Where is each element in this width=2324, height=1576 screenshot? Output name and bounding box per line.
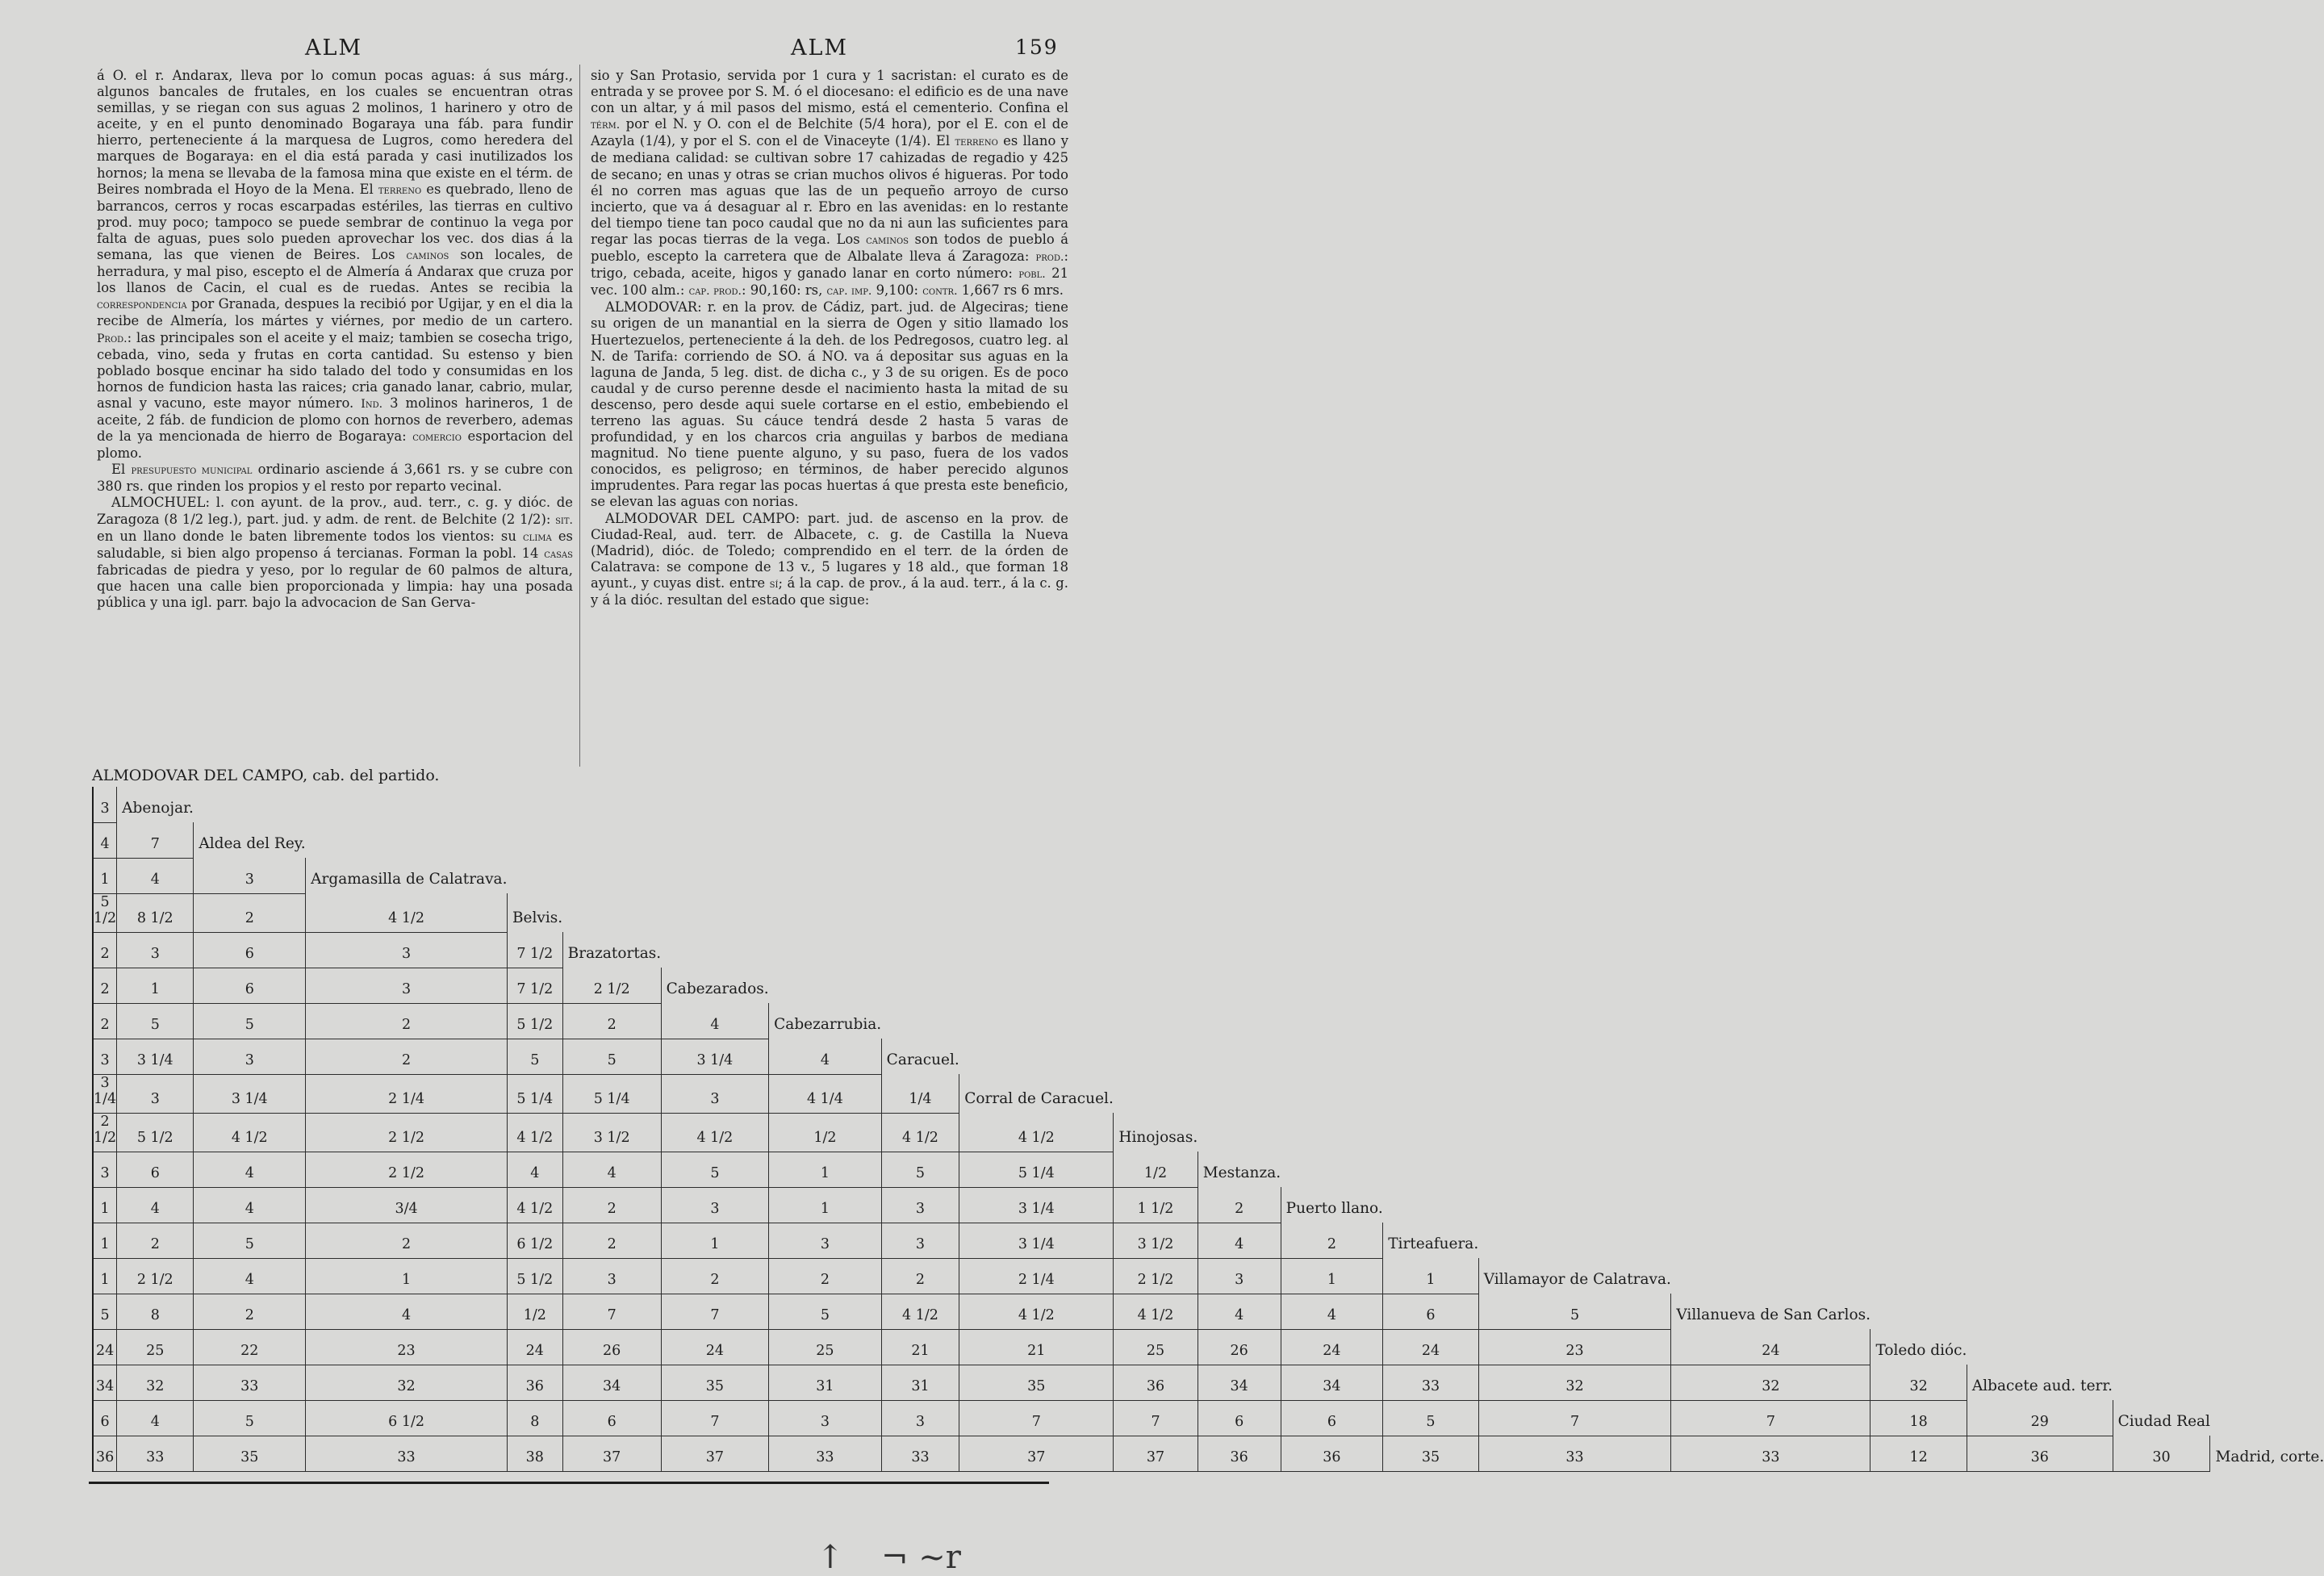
- place-name: Toledo dióc.: [1870, 1329, 1967, 1365]
- distance-cell: 5 1/2: [93, 893, 117, 932]
- distance-cell: 24: [1671, 1329, 1870, 1365]
- distance-cell: 37: [562, 1436, 661, 1471]
- distance-cell: 5: [1383, 1400, 1478, 1436]
- distance-cell: 2: [194, 893, 306, 932]
- distance-cell: 7: [1478, 1400, 1671, 1436]
- distance-cell: 37: [1114, 1436, 1198, 1471]
- distance-cell: 33: [194, 1365, 306, 1400]
- distance-cell: 32: [1478, 1365, 1671, 1400]
- margin-scrawl-left: ↑: [817, 1539, 844, 1576]
- distance-cell: 35: [194, 1436, 306, 1471]
- distance-cell: 37: [959, 1436, 1114, 1471]
- distance-cell: 31: [881, 1365, 959, 1400]
- distance-cell: 38: [507, 1436, 562, 1471]
- table-row: [93, 858, 2324, 893]
- right-text-column: [591, 68, 1068, 763]
- distance-cell: 6: [1281, 1400, 1383, 1436]
- distance-cell: 36: [1114, 1365, 1198, 1400]
- distance-cell: 32: [1870, 1365, 1967, 1400]
- entry-almodovar-del-campo: ALMODOVAR DEL CAMPO: part. jud. de ascenso en la prov. de Ciudad-Real, aud. terr. de Albacete, c. g. de Castilla la Nueva (Madrid), dióc. de Toledo; comprendido en el terr. de la órden de Calatrava: se compone de 13 v., 5 lugares y 18 ald., que forman 18 ayunt., y cuyas dist. entre sí; á la cap. de prov., á la aud. terr., á la c. g. y á la dióc. resultan del estado que sigue:: [591, 510, 1068, 608]
- distance-cell: 4 1/2: [959, 1113, 1114, 1152]
- distance-cell: 35: [959, 1365, 1114, 1400]
- entry-almodovar-river: ALMODOVAR: r. en la prov. de Cádiz, part. jud. de Algeciras; tiene su origen de un manantial en la sierra de Ogen y sitio llamado los Huertezuelos, perteneciente á la deh. de los Pedregosos, cuatro leg. al N. de Tarifa: corriendo de SO. á NO. va á depositar sus aguas en la laguna de Janda, 5 leg. dist. de dicha c., y 3 de su origen. Es de poco caudal y de curso perenne desde el nacimiento hasta la mitad de su descenso, pero desde aqui suele cortarse en el estio, embebiendo el terreno las aguas. Su cáuce tendrá desde 2 hasta 5 varas de profundidad, y en los charcos cria anguilas y barbos de mediana magnitud. No tiene puente alguno, y su paso, fuera de los vados conocidos, es peligroso; en términos, de haber perecido algunos imprudentes. Para regar las pocas huertas á que presta este beneficio, se elevan las aguas con norias.: [591, 299, 1068, 510]
- distance-cell: 3: [881, 1187, 959, 1223]
- distance-cell: 22: [194, 1329, 306, 1365]
- distance-cell: 8 1/2: [117, 893, 194, 932]
- distance-cell: 2 1/2: [562, 968, 661, 1003]
- table-row: [93, 1329, 2324, 1365]
- distance-cell: 3 1/4: [959, 1223, 1114, 1258]
- distance-cell: 2 1/4: [959, 1258, 1114, 1294]
- distance-cell: 5: [562, 1039, 661, 1074]
- distance-cell: 7: [117, 822, 194, 858]
- place-name: Puerto llano.: [1281, 1187, 1383, 1223]
- distance-cell: 4 1/2: [1114, 1294, 1198, 1329]
- distance-cell: 33: [117, 1436, 194, 1471]
- distance-cell: 5: [194, 1003, 306, 1039]
- distance-cell: 2: [306, 1003, 508, 1039]
- distance-cell: 1/2: [1114, 1152, 1198, 1187]
- distance-cell: 4: [194, 1187, 306, 1223]
- distance-cell: 34: [1281, 1365, 1383, 1400]
- distance-cell: 3 1/2: [562, 1113, 661, 1152]
- distance-cell: 2: [306, 1223, 508, 1258]
- place-name: Cabezarados.: [661, 968, 768, 1003]
- margin-scrawl-right: ¬ ~r: [881, 1539, 961, 1576]
- distance-cell: 3: [306, 932, 508, 968]
- distance-cell: 7: [959, 1400, 1114, 1436]
- distance-cell: 3: [93, 1152, 117, 1187]
- table-row: [93, 787, 2324, 822]
- distance-cell: 3: [194, 1039, 306, 1074]
- distance-cell: 7: [562, 1294, 661, 1329]
- distance-cell: 5: [661, 1152, 768, 1187]
- distance-cell: 33: [1383, 1365, 1478, 1400]
- distance-cell: 1: [117, 968, 194, 1003]
- distance-cell: 1: [1281, 1258, 1383, 1294]
- table-row: [93, 1436, 2324, 1471]
- distance-cell: 2 1/2: [117, 1258, 194, 1294]
- distance-cell: 2: [93, 968, 117, 1003]
- distance-cell: 4 1/2: [959, 1294, 1114, 1329]
- table-row: [93, 1152, 2324, 1187]
- distance-cell: 26: [562, 1329, 661, 1365]
- table-row: [93, 1074, 2324, 1113]
- distance-cell: 3 1/4: [959, 1187, 1114, 1223]
- distance-cell: 4: [1198, 1223, 1281, 1258]
- distance-cell: 36: [1281, 1436, 1383, 1471]
- distance-table: [92, 787, 2324, 1472]
- distance-cell: 32: [306, 1365, 508, 1400]
- distance-cell: 3 1/4: [117, 1039, 194, 1074]
- distance-cell: 2: [1198, 1187, 1281, 1223]
- distance-cell: 3: [769, 1400, 882, 1436]
- distance-cell: 2 1/4: [306, 1074, 508, 1113]
- distance-cell: 2: [1281, 1223, 1383, 1258]
- place-name: Argamasilla de Calatrava.: [306, 858, 508, 893]
- table-bottom-rule: [89, 1482, 1049, 1484]
- distance-cell: 4 1/2: [661, 1113, 768, 1152]
- table-row: [93, 1113, 2324, 1152]
- table-row: [93, 1187, 2324, 1223]
- distance-cell: 1: [93, 1187, 117, 1223]
- distance-cell: 32: [117, 1365, 194, 1400]
- distance-cell: 21: [881, 1329, 959, 1365]
- distance-cell: 4 1/2: [306, 893, 508, 932]
- distance-cell: 24: [507, 1329, 562, 1365]
- distance-cell: 4 1/2: [881, 1294, 959, 1329]
- distance-cell: 35: [661, 1365, 768, 1400]
- distance-cell: 6 1/2: [507, 1223, 562, 1258]
- distance-cell: 6: [93, 1400, 117, 1436]
- distance-cell: 3: [562, 1258, 661, 1294]
- distance-cell: 5: [117, 1003, 194, 1039]
- distance-cell: 6: [1198, 1400, 1281, 1436]
- distance-cell: 4: [507, 1152, 562, 1187]
- table-row: [93, 822, 2324, 858]
- distance-cell: 7: [661, 1400, 768, 1436]
- distance-cell: 4: [194, 1152, 306, 1187]
- distance-cell: 6: [194, 932, 306, 968]
- distance-cell: 3 1/2: [1114, 1223, 1198, 1258]
- distance-cell: 2 1/2: [306, 1152, 508, 1187]
- entry-continuation-andarax: á O. el r. Andarax, lleva por lo comun pocas aguas: á sus márg., algunos bancales de frutales, en los cuales se encuentran otras semillas, y se riegan con sus aguas 2 molinos, 1 harinero y otro de aceite, y en el punto denominado Bogaraya una fáb. para fundir hierro, perteneciente á la marquesa de Lugros, como heredera del marques de Bogaraya: en el dia está parada y casi inutilizados los hornos; la mena se llevaba de la famosa mina que existe en el térm. de Beires nombrada el Hoyo de la Mena. El terreno es quebrado, lleno de barrancos, cerros y rocas escarpadas estériles, las tierras en cultivo prod. muy poco; tampoco se puede sembrar de continuo la vega por falta de aguas, pues solo pueden aprovechar los vec. dos dias á la semana, las que vienen de Beires. Los caminos son locales, de herradura, y mal piso, escepto el de Almería á Andarax que cruza por los llanos de Cacin, el cual es de ruedas. Antes se recibia la correspondencia por Granada, despues la recibió por Ugijar, y en el dia la recibe de Almería, los mártes y viérnes, por medio de un cartero. Prod.: las principales son el aceite y el maiz; tambien se cosecha trigo, cebada, vino, seda y frutas en corta cantidad. Su estenso y bien poblado bosque encinar ha sido talado del todo y consumidas en los hornos de fundicion hasta las raices; cria ganado lanar, cabrio, mular, asnal y vacuno, este mayor número. Ind. 3 molinos harineros, 1 de aceite, 2 fáb. de fundicion de plomo con hornos de reverbero, ademas de la ya mencionada de hierro de Bogaraya: comercio esportacion del plomo.: [97, 68, 574, 462]
- distance-cell: 37: [661, 1436, 768, 1471]
- distance-cell: 3: [881, 1400, 959, 1436]
- distance-cell: 1: [1383, 1258, 1478, 1294]
- place-name: Abenojar.: [117, 787, 194, 822]
- entry-continuation-almochuel: sio y San Protasio, servida por 1 cura y 1 sacristan: el curato es de entrada y se provee por S. M. ó el diocesano: el edificio es de una nave con un altar, y á mil pasos del mismo, está el cementerio. Confina el térm. por el N. y O. con el de Belchite (5/4 hora), por el E. con el de Azayla (1/4), y por el S. con el de Vinaceyte (1/4). El terreno es llano y de mediana calidad: se cultivan sobre 17 cahizadas de regadio y 425 de secano; en unas y otras se crian muchos olivos é higueras. Por todo él no corren mas aguas que las de un pequeño arroyo de curso incierto, que va á desaguar al r. Ebro en las avenidas: en lo restante del tiempo tiene tan poco caudal que no da ni aun las suficientes para regar las pocas tierras de la vega. Los caminos son todos de pueblo á pueblo, escepto la carretera que de Albalate lleva á Zaragoza: prod.: trigo, cebada, aceite, higos y ganado lanar en corto número: pobl. 21 vec. 100 alm.: cap. prod.: 90,160: rs, cap. imp. 9,100: contr. 1,667 rs 6 mrs.: [591, 68, 1068, 299]
- distance-cell: 29: [1967, 1400, 2113, 1436]
- distance-cell: 5 1/2: [507, 1258, 562, 1294]
- distance-cell: 8: [507, 1400, 562, 1436]
- table-row: [93, 1294, 2324, 1329]
- distance-cell: 1: [93, 1223, 117, 1258]
- table-row: [93, 1003, 2324, 1039]
- distance-cell: 3 1/4: [93, 1074, 117, 1113]
- distance-cell: 4 1/2: [881, 1113, 959, 1152]
- distance-cell: 2 1/2: [1114, 1258, 1198, 1294]
- distance-cell: 25: [117, 1329, 194, 1365]
- table-row: [93, 1258, 2324, 1294]
- distance-cell: 3: [661, 1074, 768, 1113]
- place-name: Aldea del Rey.: [194, 822, 306, 858]
- distance-cell: 4: [769, 1039, 882, 1074]
- entry-almochuel: ALMOCHUEL: l. con ayunt. de la prov., aud. terr., c. g. y dióc. de Zaragoza (8 1/2 leg.), part. jud. y adm. de rent. de Belchite (2 1/2): sit. en un llano donde le baten libremente todos los vientos: su clima es saludable, si bien algo propenso á tercianas. Forman la pobl. 14 casas fabricadas de piedra y yeso, por lo regular de 60 palmos de altura, que hacen una calle bien proporcionada y limpia: hay una posada pública y una igl. parr. bajo la advocacion de San Gerva-: [97, 495, 573, 610]
- distance-cell: 34: [1198, 1365, 1281, 1400]
- running-head-left: ALM: [305, 36, 363, 61]
- distance-cell: 1: [769, 1152, 882, 1187]
- table-row: [93, 1039, 2324, 1074]
- distance-cell: 24: [661, 1329, 768, 1365]
- distance-cell: 5 1/4: [507, 1074, 562, 1113]
- distance-cell: 6 1/2: [306, 1400, 508, 1436]
- distance-cell: 3: [769, 1223, 882, 1258]
- distance-cell: 24: [1281, 1329, 1383, 1365]
- distance-cell: 5: [93, 1294, 117, 1329]
- distance-cell: 6: [194, 968, 306, 1003]
- distance-cell: 25: [1114, 1329, 1198, 1365]
- page-number: 159: [1015, 36, 1059, 59]
- table-row: [93, 1400, 2324, 1436]
- distance-cell: 31: [769, 1365, 882, 1400]
- table-row: [93, 1365, 2324, 1400]
- distance-cell: 2: [306, 1039, 508, 1074]
- distance-cell: 2 1/2: [93, 1113, 117, 1152]
- distance-cell: 4: [306, 1294, 508, 1329]
- distance-cell: 2: [562, 1187, 661, 1223]
- distance-cell: 3: [1198, 1258, 1281, 1294]
- distance-cell: 23: [1478, 1329, 1671, 1365]
- distance-cell: 36: [507, 1365, 562, 1400]
- place-name: Ciudad Real: [2113, 1400, 2210, 1436]
- distance-cell: 24: [1383, 1329, 1478, 1365]
- distance-cell: 36: [1967, 1436, 2113, 1471]
- place-name: Brazatortas.: [562, 932, 661, 968]
- distance-cell: 7: [1114, 1400, 1198, 1436]
- distance-cell: 4: [194, 1258, 306, 1294]
- table-row: [93, 932, 2324, 968]
- distance-cell: 36: [1198, 1436, 1281, 1471]
- distance-cell: 5 1/2: [117, 1113, 194, 1152]
- place-name: Hinojosas.: [1114, 1113, 1198, 1152]
- distance-cell: 5: [194, 1400, 306, 1436]
- place-name: Corral de Caracuel.: [959, 1074, 1114, 1113]
- distance-cell: 4 1/2: [507, 1113, 562, 1152]
- paragraph-presupuesto: El presupuesto municipal ordinario asciende á 3,661 rs. y se cubre con 380 rs. que rinden los propios y el resto por reparto vecinal.: [97, 462, 573, 495]
- distance-cell: 7: [1671, 1400, 1870, 1436]
- distance-cell: 2 1/2: [306, 1113, 508, 1152]
- distance-cell: 32: [1671, 1365, 1870, 1400]
- distance-cell: 4 1/2: [507, 1187, 562, 1223]
- distance-cell: 12: [1870, 1436, 1967, 1471]
- distance-cell: 4: [117, 858, 194, 893]
- distance-cell: 3: [117, 1074, 194, 1113]
- place-name: Villanueva de San Carlos.: [1671, 1294, 1870, 1329]
- distance-cell: 34: [93, 1365, 117, 1400]
- distance-cell: 1/2: [769, 1113, 882, 1152]
- distance-cell: 3: [93, 1039, 117, 1074]
- distance-cell: 5: [769, 1294, 882, 1329]
- distance-cell: 3/4: [306, 1187, 508, 1223]
- distance-cell: 4 1/2: [194, 1113, 306, 1152]
- distance-cell: 25: [769, 1329, 882, 1365]
- running-head-right: ALM: [791, 36, 849, 61]
- distance-cell: 2: [93, 1003, 117, 1039]
- distance-table-title: ALMODOVAR DEL CAMPO, cab. del partido.: [92, 767, 440, 784]
- distance-cell: 6: [1383, 1294, 1478, 1329]
- distance-cell: 1: [769, 1187, 882, 1223]
- distance-cell: 24: [93, 1329, 117, 1365]
- distance-cell: 33: [1478, 1436, 1671, 1471]
- place-name: Cabezarrubia.: [769, 1003, 882, 1039]
- distance-cell: 4: [1198, 1294, 1281, 1329]
- distance-cell: 2: [93, 932, 117, 968]
- distance-cell: 23: [306, 1329, 508, 1365]
- table-row: [93, 1223, 2324, 1258]
- place-name: Albacete aud. terr.: [1967, 1365, 2113, 1400]
- distance-cell: 3: [194, 858, 306, 893]
- distance-cell: 7 1/2: [507, 968, 562, 1003]
- distance-cell: 4: [562, 1152, 661, 1187]
- distance-cell: 4: [1281, 1294, 1383, 1329]
- distance-cell: 2: [661, 1258, 768, 1294]
- distance-cell: 21: [959, 1329, 1114, 1365]
- distance-cell: 4: [661, 1003, 768, 1039]
- distance-cell: 4 1/4: [769, 1074, 882, 1113]
- distance-cell: 3: [881, 1223, 959, 1258]
- distance-cell: 35: [1383, 1436, 1478, 1471]
- distance-cell: 36: [93, 1436, 117, 1471]
- distance-cell: 1 1/2: [1114, 1187, 1198, 1223]
- distance-cell: 5: [507, 1039, 562, 1074]
- distance-cell: 2: [562, 1003, 661, 1039]
- distance-cell: 5: [881, 1152, 959, 1187]
- place-name: Madrid, corte.: [2210, 1436, 2324, 1471]
- distance-cell: 2: [769, 1258, 882, 1294]
- distance-cell: 5: [194, 1223, 306, 1258]
- distance-cell: 3: [93, 787, 117, 822]
- distance-cell: 30: [2113, 1436, 2210, 1471]
- distance-cell: 5 1/4: [562, 1074, 661, 1113]
- distance-cell: 1: [661, 1223, 768, 1258]
- distance-cell: 6: [562, 1400, 661, 1436]
- distance-cell: 33: [1671, 1436, 1870, 1471]
- distance-cell: 7 1/2: [507, 932, 562, 968]
- distance-cell: 2: [194, 1294, 306, 1329]
- distance-cell: 8: [117, 1294, 194, 1329]
- distance-cell: 4: [117, 1187, 194, 1223]
- distance-cell: 6: [117, 1152, 194, 1187]
- distance-cell: 3: [306, 968, 508, 1003]
- distance-cell: 3: [117, 932, 194, 968]
- place-name: Belvis.: [507, 893, 562, 932]
- left-text-column: [97, 68, 573, 763]
- table-row: [93, 893, 2324, 932]
- distance-cell: 7: [661, 1294, 768, 1329]
- distance-cell: 3 1/4: [194, 1074, 306, 1113]
- distance-cell: 2: [117, 1223, 194, 1258]
- distance-cell: 18: [1870, 1400, 1967, 1436]
- distance-cell: 4: [117, 1400, 194, 1436]
- table-row: [93, 968, 2324, 1003]
- distance-cell: 1: [93, 858, 117, 893]
- distance-cell: 34: [562, 1365, 661, 1400]
- distance-cell: 1: [93, 1258, 117, 1294]
- distance-cell: 2: [881, 1258, 959, 1294]
- distance-cell: 5 1/4: [959, 1152, 1114, 1187]
- place-name: Caracuel.: [881, 1039, 959, 1074]
- distance-cell: 1/2: [507, 1294, 562, 1329]
- distance-cell: 1: [306, 1258, 508, 1294]
- place-name: Villamayor de Calatrava.: [1478, 1258, 1671, 1294]
- distance-cell: 3 1/4: [661, 1039, 768, 1074]
- place-name: Tirteafuera.: [1383, 1223, 1478, 1258]
- distance-cell: 33: [306, 1436, 508, 1471]
- distance-cell: 4: [93, 822, 117, 858]
- distance-cell: 2: [562, 1223, 661, 1258]
- distance-cell: 5: [1478, 1294, 1671, 1329]
- distance-cell: 5 1/2: [507, 1003, 562, 1039]
- column-divider: [579, 65, 580, 767]
- distance-cell: 26: [1198, 1329, 1281, 1365]
- distance-cell: 3: [661, 1187, 768, 1223]
- place-name: Mestanza.: [1198, 1152, 1281, 1187]
- distance-cell: 33: [881, 1436, 959, 1471]
- distance-cell: 33: [769, 1436, 882, 1471]
- distance-cell: 1/4: [881, 1074, 959, 1113]
